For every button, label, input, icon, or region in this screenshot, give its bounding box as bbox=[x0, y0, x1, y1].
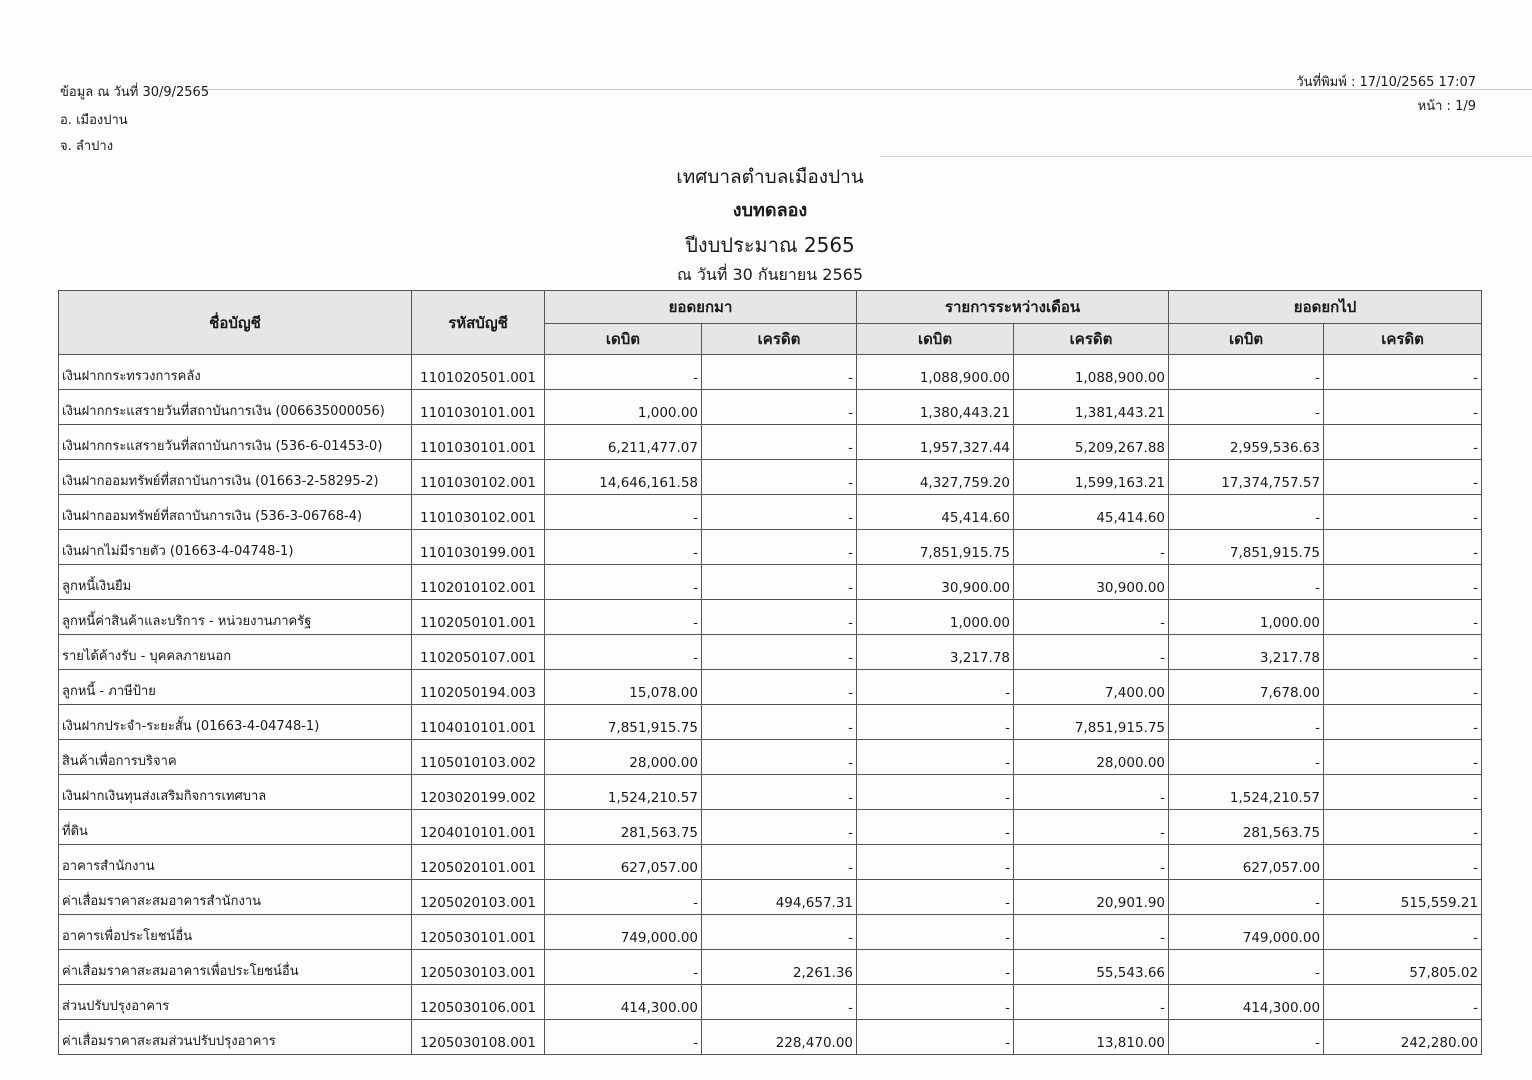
brought-credit-cell: - bbox=[702, 740, 857, 775]
account-code-cell: 1101030199.001 bbox=[412, 530, 545, 565]
brought-debit-cell: 281,563.75 bbox=[545, 810, 702, 845]
table-row bbox=[59, 460, 1482, 495]
month-credit-cell: 28,000.00 bbox=[1014, 740, 1169, 775]
brought-debit-cell: 15,078.00 bbox=[545, 670, 702, 705]
account-name-cell: ค่าเสื่อมราคาสะสมอาคารเพื่อประโยชน์อื่น bbox=[59, 950, 412, 985]
report-titles bbox=[520, 160, 1020, 288]
header-rule-secondary bbox=[880, 156, 1532, 157]
month-debit-cell: - bbox=[857, 810, 1014, 845]
carried-debit-cell: 414,300.00 bbox=[1169, 985, 1324, 1020]
table-row bbox=[59, 635, 1482, 670]
brought-debit-cell: - bbox=[545, 565, 702, 600]
carried-credit-cell: - bbox=[1324, 460, 1482, 495]
table-row bbox=[59, 740, 1482, 775]
account-name-cell: ลูกหนี้เงินยืม bbox=[59, 565, 412, 600]
carried-credit-cell: - bbox=[1324, 530, 1482, 565]
carried-debit-cell: 3,217.78 bbox=[1169, 635, 1324, 670]
account-code-cell: 1205030103.001 bbox=[412, 950, 545, 985]
account-code-cell: 1205020101.001 bbox=[412, 845, 545, 880]
month-debit-cell: 30,900.00 bbox=[857, 565, 1014, 600]
carried-debit-cell: 7,678.00 bbox=[1169, 670, 1324, 705]
carried-credit-cell: 242,280.00 bbox=[1324, 1020, 1482, 1055]
account-code-cell: 1101030102.001 bbox=[412, 495, 545, 530]
account-name-cell: เงินฝากออมทรัพย์ที่สถาบันการเงิน (536-3-06768-4) bbox=[59, 495, 412, 530]
month-debit-cell: - bbox=[857, 1020, 1014, 1055]
month-credit-cell: 7,400.00 bbox=[1014, 670, 1169, 705]
account-code-cell: 1204010101.001 bbox=[412, 810, 545, 845]
carried-debit-cell: 2,959,536.63 bbox=[1169, 425, 1324, 460]
month-credit-cell: - bbox=[1014, 915, 1169, 950]
month-debit-cell: - bbox=[857, 985, 1014, 1020]
carried-credit-cell: - bbox=[1324, 600, 1482, 635]
month-credit-cell: - bbox=[1014, 810, 1169, 845]
account-name-cell: เงินฝากเงินทุนส่งเสริมกิจการเทศบาล bbox=[59, 775, 412, 810]
account-code-cell: 1105010103.002 bbox=[412, 740, 545, 775]
brought-credit-cell: - bbox=[702, 530, 857, 565]
carried-credit-cell: 515,559.21 bbox=[1324, 880, 1482, 915]
brought-debit-cell: - bbox=[545, 530, 702, 565]
brought-debit-cell: 749,000.00 bbox=[545, 915, 702, 950]
month-debit-cell: - bbox=[857, 880, 1014, 915]
carried-credit-cell: - bbox=[1324, 390, 1482, 425]
table-body bbox=[59, 355, 1482, 1055]
group-brought-forward: ยอดยกมา bbox=[545, 291, 857, 324]
carried-credit-cell: - bbox=[1324, 985, 1482, 1020]
brought-debit-cell: - bbox=[545, 495, 702, 530]
brought-credit-cell: - bbox=[702, 495, 857, 530]
month-credit-cell: 13,810.00 bbox=[1014, 1020, 1169, 1055]
table-row bbox=[59, 705, 1482, 740]
month-credit-cell: - bbox=[1014, 845, 1169, 880]
brought-credit-cell: - bbox=[702, 915, 857, 950]
month-credit-cell: 1,381,443.21 bbox=[1014, 390, 1169, 425]
col-month-debit: เดบิต bbox=[857, 324, 1014, 355]
month-credit-cell: 55,543.66 bbox=[1014, 950, 1169, 985]
fiscal-year: ปีงบประมาณ 2565 bbox=[685, 233, 855, 257]
table-row bbox=[59, 845, 1482, 880]
carried-debit-cell: - bbox=[1169, 565, 1324, 600]
group-carried-forward: ยอดยกไป bbox=[1169, 291, 1482, 324]
table-row bbox=[59, 1020, 1482, 1055]
account-code-cell: 1205030106.001 bbox=[412, 985, 545, 1020]
table-row bbox=[59, 600, 1482, 635]
account-name-cell: เงินฝากกระแสรายวันที่สถาบันการเงิน (006635000056) bbox=[59, 390, 412, 425]
month-credit-cell: - bbox=[1014, 635, 1169, 670]
table-row bbox=[59, 495, 1482, 530]
account-name-cell: รายได้ค้างรับ - บุคคลภายนอก bbox=[59, 635, 412, 670]
trial-balance-table bbox=[58, 290, 1482, 1055]
carried-debit-cell: 627,057.00 bbox=[1169, 845, 1324, 880]
brought-credit-cell: - bbox=[702, 705, 857, 740]
carried-credit-cell: - bbox=[1324, 565, 1482, 600]
table-row bbox=[59, 565, 1482, 600]
month-credit-cell: - bbox=[1014, 775, 1169, 810]
table-row bbox=[59, 530, 1482, 565]
brought-debit-cell: - bbox=[545, 355, 702, 390]
carried-debit-cell: 17,374,757.57 bbox=[1169, 460, 1324, 495]
table-row bbox=[59, 915, 1482, 950]
account-name-cell: เงินฝากกระทรวงการคลัง bbox=[59, 355, 412, 390]
brought-credit-cell: - bbox=[702, 775, 857, 810]
month-debit-cell: 1,000.00 bbox=[857, 600, 1014, 635]
carried-credit-cell: - bbox=[1324, 845, 1482, 880]
month-credit-cell: - bbox=[1014, 600, 1169, 635]
brought-debit-cell: 14,646,161.58 bbox=[545, 460, 702, 495]
account-name-cell: อาคารเพื่อประโยชน์อื่น bbox=[59, 915, 412, 950]
col-brought-credit: เครดิต bbox=[702, 324, 857, 355]
month-debit-cell: 3,217.78 bbox=[857, 635, 1014, 670]
account-name-cell: ส่วนปรับปรุงอาคาร bbox=[59, 985, 412, 1020]
account-name-cell: ค่าเสื่อมราคาสะสมส่วนปรับปรุงอาคาร bbox=[59, 1020, 412, 1055]
month-debit-cell: 4,327,759.20 bbox=[857, 460, 1014, 495]
table-row bbox=[59, 775, 1482, 810]
account-code-cell: 1101030102.001 bbox=[412, 460, 545, 495]
carried-debit-cell: 281,563.75 bbox=[1169, 810, 1324, 845]
carried-debit-cell: - bbox=[1169, 495, 1324, 530]
brought-credit-cell: - bbox=[702, 460, 857, 495]
brought-debit-cell: - bbox=[545, 635, 702, 670]
month-credit-cell: 1,088,900.00 bbox=[1014, 355, 1169, 390]
brought-debit-cell: 6,211,477.07 bbox=[545, 425, 702, 460]
account-name-cell: ลูกหนี้ค่าสินค้าและบริการ - หน่วยงานภาครัฐ bbox=[59, 600, 412, 635]
data-date: ข้อมูล ณ วันที่ 30/9/2565 bbox=[60, 85, 210, 100]
month-debit-cell: 45,414.60 bbox=[857, 495, 1014, 530]
carried-debit-cell: 7,851,915.75 bbox=[1169, 530, 1324, 565]
account-name-cell: ลูกหนี้ - ภาษีป้าย bbox=[59, 670, 412, 705]
table-row bbox=[59, 670, 1482, 705]
month-debit-cell: - bbox=[857, 705, 1014, 740]
carried-debit-cell: - bbox=[1169, 950, 1324, 985]
account-code-cell: 1102010102.001 bbox=[412, 565, 545, 600]
brought-credit-cell: 494,657.31 bbox=[702, 880, 857, 915]
province: จ. ลำปาง bbox=[60, 139, 114, 154]
month-debit-cell: - bbox=[857, 950, 1014, 985]
group-month-transactions: รายการระหว่างเดือน bbox=[857, 291, 1169, 324]
as-of-date: ณ วันที่ 30 กันยายน 2565 bbox=[676, 265, 864, 284]
carried-credit-cell: - bbox=[1324, 670, 1482, 705]
account-code-cell: 1203020199.002 bbox=[412, 775, 545, 810]
carried-credit-cell: - bbox=[1324, 705, 1482, 740]
print-date: วันที่พิมพ์ : 17/10/2565 17:07 bbox=[1296, 75, 1476, 90]
brought-debit-cell: 627,057.00 bbox=[545, 845, 702, 880]
carried-debit-cell: 1,524,210.57 bbox=[1169, 775, 1324, 810]
carried-debit-cell: - bbox=[1169, 880, 1324, 915]
carried-debit-cell: 749,000.00 bbox=[1169, 915, 1324, 950]
account-code-cell: 1102050107.001 bbox=[412, 635, 545, 670]
col-brought-debit: เดบิต bbox=[545, 324, 702, 355]
month-debit-cell: - bbox=[857, 915, 1014, 950]
table-row bbox=[59, 355, 1482, 390]
account-code-cell: 1101030101.001 bbox=[412, 390, 545, 425]
brought-credit-cell: - bbox=[702, 670, 857, 705]
table-row bbox=[59, 425, 1482, 460]
account-code-cell: 1104010101.001 bbox=[412, 705, 545, 740]
month-credit-cell: 1,599,163.21 bbox=[1014, 460, 1169, 495]
account-name-cell: อาคารสำนักงาน bbox=[59, 845, 412, 880]
report-title: งบทดลอง bbox=[732, 200, 808, 221]
account-code-cell: 1205030108.001 bbox=[412, 1020, 545, 1055]
account-name-cell: เงินฝากกระแสรายวันที่สถาบันการเงิน (536-6-01453-0) bbox=[59, 425, 412, 460]
month-debit-cell: 1,380,443.21 bbox=[857, 390, 1014, 425]
carried-debit-cell: - bbox=[1169, 740, 1324, 775]
page-number: หน้า : 1/9 bbox=[1417, 99, 1476, 114]
brought-debit-cell: 7,851,915.75 bbox=[545, 705, 702, 740]
district: อ. เมืองปาน bbox=[60, 113, 128, 128]
account-code-cell: 1205020103.001 bbox=[412, 880, 545, 915]
carried-credit-cell: - bbox=[1324, 355, 1482, 390]
account-name-cell: เงินฝากไม่มีรายตัว (01663-4-04748-1) bbox=[59, 530, 412, 565]
month-credit-cell: - bbox=[1014, 985, 1169, 1020]
carried-credit-cell: - bbox=[1324, 915, 1482, 950]
brought-credit-cell: - bbox=[702, 810, 857, 845]
table-row bbox=[59, 880, 1482, 915]
carried-debit-cell: - bbox=[1169, 390, 1324, 425]
carried-debit-cell: 1,000.00 bbox=[1169, 600, 1324, 635]
col-account-code: รหัสบัญชี bbox=[412, 291, 545, 355]
month-debit-cell: - bbox=[857, 845, 1014, 880]
month-debit-cell: - bbox=[857, 775, 1014, 810]
carried-credit-cell: - bbox=[1324, 495, 1482, 530]
brought-debit-cell: 414,300.00 bbox=[545, 985, 702, 1020]
carried-credit-cell: - bbox=[1324, 810, 1482, 845]
account-code-cell: 1101030101.001 bbox=[412, 425, 545, 460]
month-credit-cell: 30,900.00 bbox=[1014, 565, 1169, 600]
col-month-credit: เครดิต bbox=[1014, 324, 1169, 355]
brought-credit-cell: - bbox=[702, 985, 857, 1020]
table-row bbox=[59, 390, 1482, 425]
brought-credit-cell: - bbox=[702, 565, 857, 600]
brought-debit-cell: 1,524,210.57 bbox=[545, 775, 702, 810]
account-name-cell: เงินฝากออมทรัพย์ที่สถาบันการเงิน (01663-2-58295-2) bbox=[59, 460, 412, 495]
brought-credit-cell: - bbox=[702, 600, 857, 635]
carried-debit-cell: - bbox=[1169, 705, 1324, 740]
table-row bbox=[59, 985, 1482, 1020]
month-credit-cell: - bbox=[1014, 530, 1169, 565]
brought-credit-cell: - bbox=[702, 390, 857, 425]
brought-debit-cell: 1,000.00 bbox=[545, 390, 702, 425]
account-code-cell: 1102050194.003 bbox=[412, 670, 545, 705]
col-carried-credit: เครดิต bbox=[1324, 324, 1482, 355]
brought-debit-cell: - bbox=[545, 880, 702, 915]
account-code-cell: 1101020501.001 bbox=[412, 355, 545, 390]
account-name-cell: เงินฝากประจำ-ระยะสั้น (01663-4-04748-1) bbox=[59, 705, 412, 740]
month-credit-cell: 7,851,915.75 bbox=[1014, 705, 1169, 740]
carried-credit-cell: - bbox=[1324, 425, 1482, 460]
account-name-cell: ที่ดิน bbox=[59, 810, 412, 845]
carried-credit-cell: - bbox=[1324, 740, 1482, 775]
month-debit-cell: 1,957,327.44 bbox=[857, 425, 1014, 460]
carried-debit-cell: - bbox=[1169, 355, 1324, 390]
account-name-cell: สินค้าเพื่อการบริจาค bbox=[59, 740, 412, 775]
account-code-cell: 1205030101.001 bbox=[412, 915, 545, 950]
carried-credit-cell: - bbox=[1324, 635, 1482, 670]
month-credit-cell: 45,414.60 bbox=[1014, 495, 1169, 530]
account-name-cell: ค่าเสื่อมราคาสะสมอาคารสำนักงาน bbox=[59, 880, 412, 915]
carried-credit-cell: - bbox=[1324, 775, 1482, 810]
brought-credit-cell: - bbox=[702, 845, 857, 880]
table-row bbox=[59, 950, 1482, 985]
brought-debit-cell: - bbox=[545, 1020, 702, 1055]
carried-credit-cell: 57,805.02 bbox=[1324, 950, 1482, 985]
brought-credit-cell: - bbox=[702, 355, 857, 390]
carried-debit-cell: - bbox=[1169, 1020, 1324, 1055]
table-row bbox=[59, 810, 1482, 845]
month-credit-cell: 5,209,267.88 bbox=[1014, 425, 1169, 460]
month-credit-cell: 20,901.90 bbox=[1014, 880, 1169, 915]
month-debit-cell: - bbox=[857, 670, 1014, 705]
account-code-cell: 1102050101.001 bbox=[412, 600, 545, 635]
brought-credit-cell: - bbox=[702, 425, 857, 460]
col-account-name: ชื่อบัญชี bbox=[59, 291, 412, 355]
brought-credit-cell: 2,261.36 bbox=[702, 950, 857, 985]
month-debit-cell: - bbox=[857, 740, 1014, 775]
month-debit-cell: 1,088,900.00 bbox=[857, 355, 1014, 390]
month-debit-cell: 7,851,915.75 bbox=[857, 530, 1014, 565]
brought-credit-cell: 228,470.00 bbox=[702, 1020, 857, 1055]
col-carried-debit: เดบิต bbox=[1169, 324, 1324, 355]
brought-debit-cell: 28,000.00 bbox=[545, 740, 702, 775]
brought-debit-cell: - bbox=[545, 950, 702, 985]
brought-credit-cell: - bbox=[702, 635, 857, 670]
org-title: เทศบาลตำบลเมืองปาน bbox=[676, 166, 864, 188]
brought-debit-cell: - bbox=[545, 600, 702, 635]
